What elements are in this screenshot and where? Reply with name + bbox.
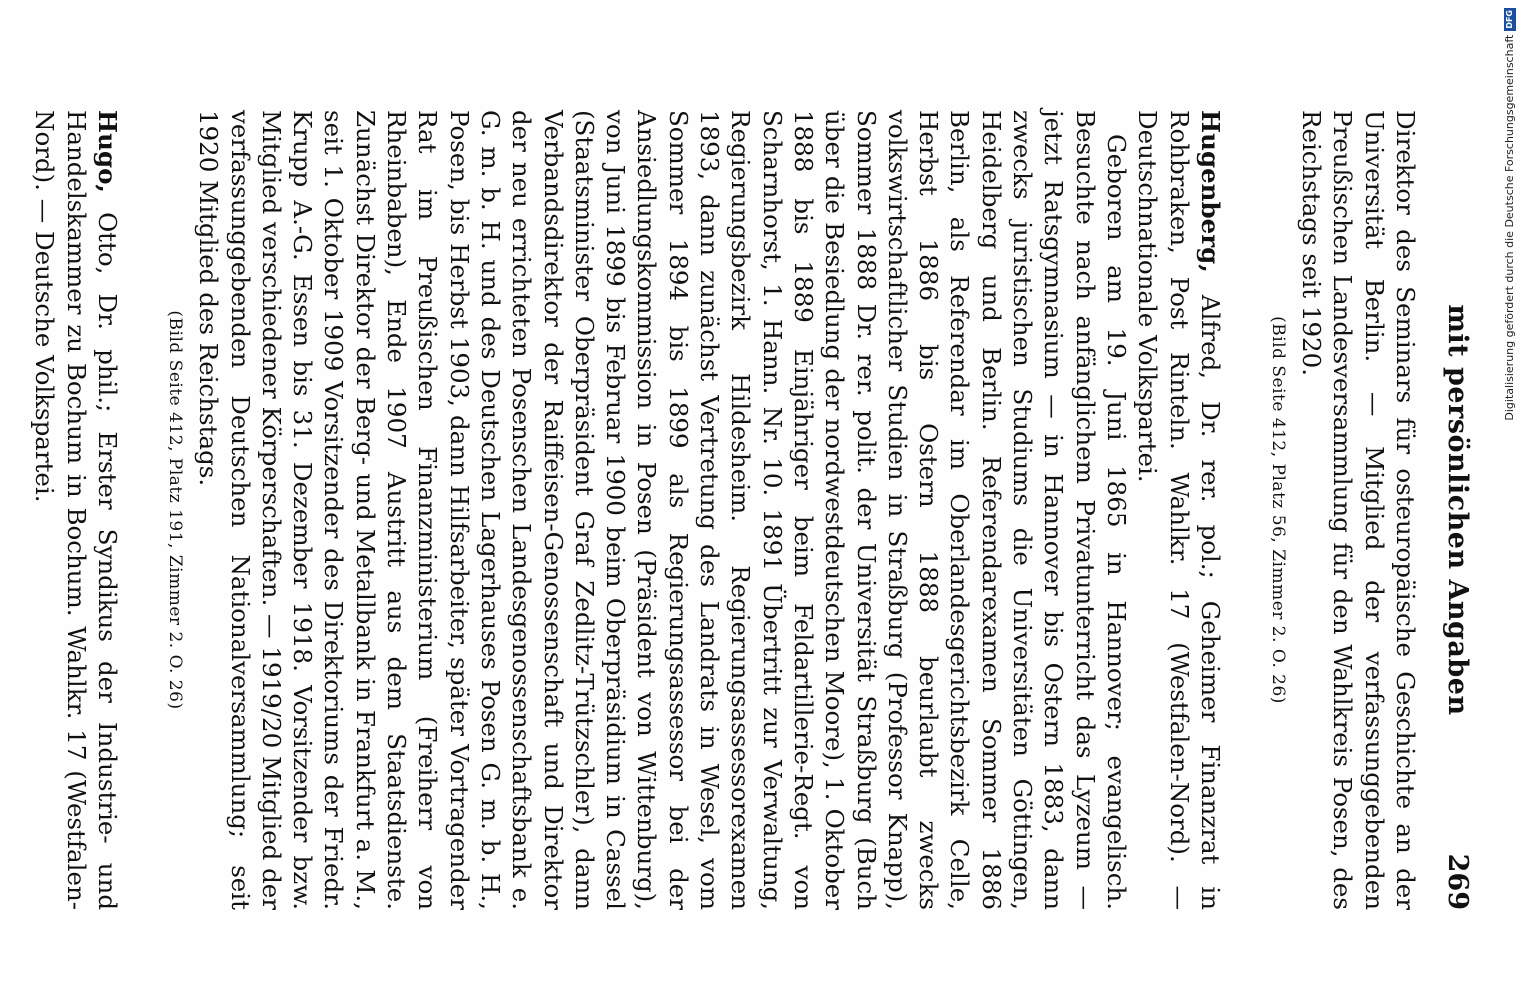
entry-lead-text: Alfred, Dr. rer. pol.; Geheimer Finanzrat in Rohbraken, Post Rinteln. Wahlkr. 17 (Westfalen-Nord). — Deutschnationale Volkspartei. [1133,110,1225,910]
digitization-note [1500,8,1520,988]
entry-biography: Geboren am 19. Juni 1865 in Hannover; evangelisch. Besuchte nach anfänglichem Privatunterricht das Lyzeum — jetzt Ratsgymnasium — in Hannover bis Ostern 1883, dann zwecks juristischen Studiums die Universitäten Göttingen, Heidelberg und Berlin. Referendarexamen Sommer 1886 Berlin, als Referendar im Oberlandesgerichtsbezirk Celle, Herbst 1886 bis Ostern 1888 beurlaubt zwecks volkswirtschaftlicher Studien in Straßburg (Professor Knapp), Sommer 1888 Dr. rer. polit. der Universität Straßburg (Buch über die Besiedlung der nordwestdeutschen Moore), 1. Oktober 1888 bis 1889 Einjähriger beim Feldartillerie-Regt. von Scharnhorst, 1. Hann. Nr. 10. 1891 Übertritt zur Verwaltung, Regierungsbezirk Hildesheim. Regierungsassessorexamen 1893, dann zunächst Vertretung des Landrats in Wesel, vom Sommer 1894 bis 1899 als Regierungsassessor bei der Ansiedlungskommission in Posen (Präsident von Wittenburg), von Juni 1899 bis Februar 1900 beim Oberpräsidium in Cassel (Staatsminister Oberpräsident Graf Zedlitz-Trützschler), dann Verbandsdirektor der Raiffeisen-Genossenschaft und Direktor der neu errichteten Posenschen Landesgenossenschaftsbank e. G. m. b. H. und des Deutschen Lagerhauses Posen G. m. b. H., Posen, bis Herbst 1903, dann Hilfsarbeiter, später Vortragender Rat im Preußischen Finanzministerium (Freiherr von Rheinbaben), Ende 1907 Austritt aus dem Staatsdienste. Zunächst Direktor der Berg- und Metallbank in Frankfurt a. M., seit 1. Oktober 1909 Vorsitzender des Direktoriums der Friedr. Krupp A.-G. Essen bis 31. Dezember 1918. Vorsitzender bzw. Mitglied verschiedener Körperschaften. — 1919/20 Mitglied der verfassunggebenden Deutschen Nationalversammlung; seit 1920 Mitglied des Reichstags. [194,110,1131,910]
entry-name: Hugenberg, [1195,110,1225,273]
entry-lead [1296,110,1421,910]
entry-lead [29,110,123,910]
digitization-note-text [1500,8,1520,988]
entry-continued [1266,110,1421,910]
page-content [29,110,1473,910]
funding-credit: Digitalisierung gefördert durch die Deutsche Forschungsgemeinschaft [1503,34,1516,421]
photo-reference: (Bild Seite 412, Platz 191, Zimmer 2. O. 26) [165,310,186,710]
dfg-logo: DFG [1505,10,1514,29]
entry-name: Hugo, [93,110,123,193]
entry-hugo [29,110,123,910]
entry-lead-text: Otto, Dr. phil.; Erster Syndikus der Industrie- und Handelskammer zu Bochum in Bochum. Wahlkr. 17 (Westfalen-Nord). — Deutsche Volkspartei. [30,110,123,910]
page-number: 269 [1442,853,1473,910]
photo-reference: (Bild Seite 412, Platz 56, Zimmer 2. O. 26) [1267,316,1288,704]
entry-lead [1132,110,1226,910]
running-title: mit persönlichen Angaben [1442,304,1473,716]
entry-lead-text: Direktor des Seminars für osteuropäische Geschichte an der Universität Berlin. — Mitglied der verfassunggebenden Preußischen Landesversammlung für den Wahlkreis Posen, des Reichstags seit 1920. [1297,110,1420,910]
entry-hugenberg [163,110,1226,910]
running-header [1437,110,1473,910]
